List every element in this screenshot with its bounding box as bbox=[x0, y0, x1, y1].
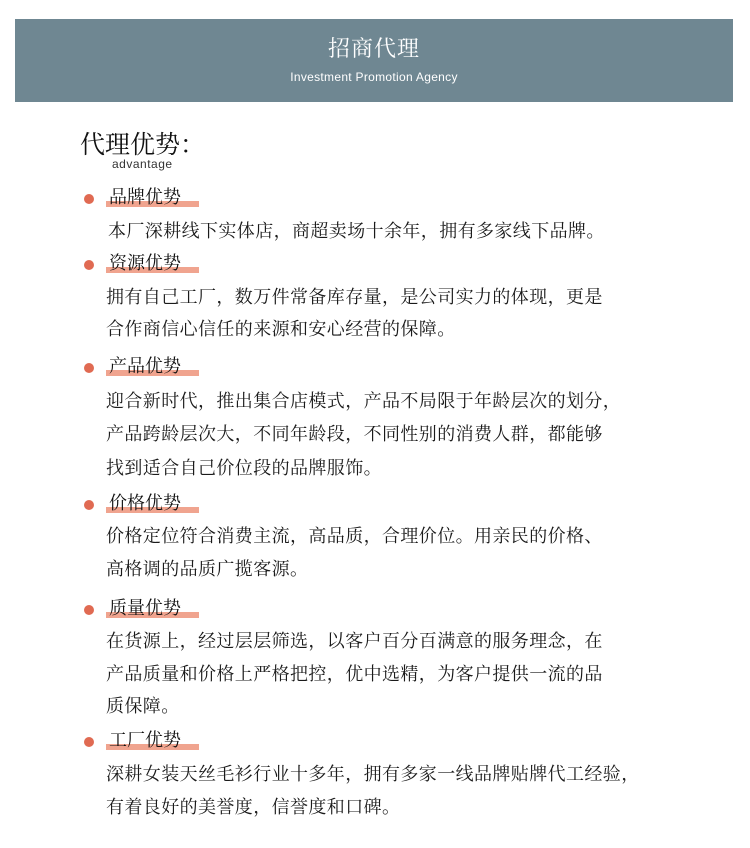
advantage-text-line: 找到适合自己价位段的品牌服饰。 bbox=[106, 458, 382, 479]
advantage-text-line: 质保障。 bbox=[106, 696, 180, 717]
advantage-text-line: 高格调的品质广揽客源。 bbox=[106, 559, 309, 580]
advantage-title: 工厂优势 bbox=[109, 730, 181, 751]
advantage-text-line: 迎合新时代，推出集合店模式，产品不局限于年龄层次的划分， bbox=[106, 391, 622, 412]
advantage-title: 价格优势 bbox=[109, 493, 181, 514]
advantage-title: 资源优势 bbox=[109, 253, 181, 274]
advantage-title: 产品优势 bbox=[109, 356, 181, 377]
bullet-icon bbox=[84, 363, 94, 373]
bullet-icon bbox=[84, 605, 94, 615]
banner-subtitle: Investment Promotion Agency bbox=[290, 70, 458, 84]
advantage-title: 品牌优势 bbox=[109, 187, 181, 208]
advantage-text-line: 本厂深耕线下实体店，商超卖场十余年，拥有多家线下品牌。 bbox=[108, 221, 605, 242]
advantage-text-line: 价格定位符合消费主流，高品质，合理价位。用亲民的价格、 bbox=[106, 526, 603, 547]
bullet-icon bbox=[84, 194, 94, 204]
header-banner bbox=[15, 19, 733, 102]
bullet-icon bbox=[84, 500, 94, 510]
advantage-title: 质量优势 bbox=[109, 598, 181, 619]
advantage-text-line: 深耕女装天丝毛衫行业十多年，拥有多家一线品牌贴牌代工经验， bbox=[106, 764, 640, 785]
section-title: 代理优势： bbox=[80, 130, 206, 159]
advantage-text-line: 有着良好的美誉度，信誉度和口碑。 bbox=[106, 797, 401, 818]
bullet-icon bbox=[84, 260, 94, 270]
advantage-text-line: 合作商信心信任的来源和安心经营的保障。 bbox=[106, 319, 456, 340]
bullet-icon bbox=[84, 737, 94, 747]
banner-title: 招商代理 bbox=[327, 37, 420, 62]
section-subtitle: advantage bbox=[112, 157, 173, 171]
advantage-text-line: 拥有自己工厂，数万件常备库存量，是公司实力的体现，更是 bbox=[106, 287, 603, 308]
advantage-text-line: 产品跨龄层次大，不同年龄段，不同性别的消费人群，都能够 bbox=[106, 424, 603, 445]
advantage-text-line: 产品质量和价格上严格把控，优中选精，为客户提供一流的品 bbox=[106, 664, 603, 685]
advantage-text-line: 在货源上，经过层层筛选，以客户百分百满意的服务理念，在 bbox=[106, 631, 603, 652]
